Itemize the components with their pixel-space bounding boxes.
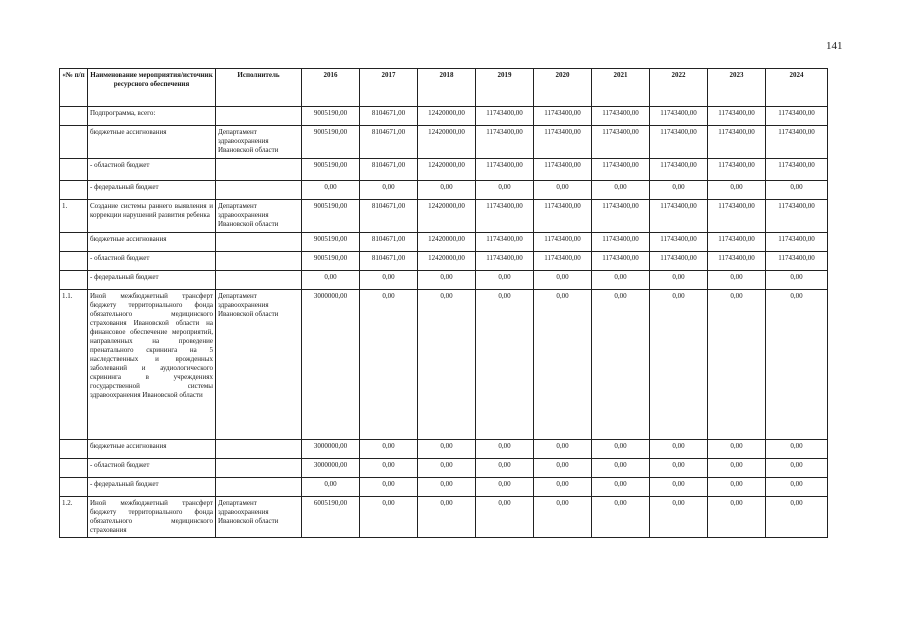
- row-index: [60, 159, 88, 181]
- row-value: 0,00: [708, 497, 766, 538]
- table-row: [60, 497, 828, 538]
- row-value: 9005190,00: [302, 159, 360, 181]
- row-executor: [216, 159, 302, 181]
- header-executor: Исполнитель: [216, 69, 302, 107]
- row-value: 0,00: [592, 459, 650, 478]
- row-index: 1.: [60, 200, 88, 233]
- row-value: 11743400,00: [534, 159, 592, 181]
- row-value: 0,00: [650, 271, 708, 290]
- row-name: - областной бюджет: [88, 459, 216, 478]
- row-value: 0,00: [534, 271, 592, 290]
- header-year: 2016: [302, 69, 360, 107]
- table-row: [60, 126, 828, 159]
- header-year: 2021: [592, 69, 650, 107]
- row-value: 11743400,00: [766, 233, 828, 252]
- row-value: 11743400,00: [534, 107, 592, 126]
- row-value: 11743400,00: [650, 107, 708, 126]
- row-value: 0,00: [476, 478, 534, 497]
- row-value: 0,00: [360, 497, 418, 538]
- row-name: бюджетные ассигнования: [88, 233, 216, 252]
- header-year: 2019: [476, 69, 534, 107]
- row-value: 0,00: [708, 271, 766, 290]
- row-value: 0,00: [534, 181, 592, 200]
- row-value: 11743400,00: [476, 252, 534, 271]
- row-executor: [216, 271, 302, 290]
- row-value: 0,00: [476, 290, 534, 440]
- row-value: 0,00: [766, 440, 828, 459]
- row-value: 0,00: [766, 290, 828, 440]
- row-value: 3000000,00: [302, 459, 360, 478]
- row-value: 11743400,00: [592, 200, 650, 233]
- table-row: [60, 159, 828, 181]
- row-value: 0,00: [708, 440, 766, 459]
- row-value: 0,00: [534, 290, 592, 440]
- row-value: 8104671,00: [360, 233, 418, 252]
- row-value: 8104671,00: [360, 159, 418, 181]
- row-value: 9005190,00: [302, 126, 360, 159]
- header-year: 2022: [650, 69, 708, 107]
- row-value: 11743400,00: [592, 159, 650, 181]
- header-year: 2020: [534, 69, 592, 107]
- row-value: 0,00: [766, 271, 828, 290]
- row-value: 11743400,00: [766, 159, 828, 181]
- row-value: 0,00: [592, 181, 650, 200]
- row-value: 0,00: [534, 459, 592, 478]
- row-name: Иной межбюджетный трансферт бюджету территориального фонда обязательного медицинского страхования Ивановской области на финансовое обеспечение мероприятий, направленных на проведение пренатального скрининга на 5 наследственных и врожденных заболеваний и аудиологического скрининга в учреждениях государственной системы здравоохранения Ивановской области: [88, 290, 216, 440]
- header-year: 2017: [360, 69, 418, 107]
- row-value: 12420000,00: [418, 107, 476, 126]
- row-value: 0,00: [592, 497, 650, 538]
- row-value: 8104671,00: [360, 200, 418, 233]
- row-value: 11743400,00: [476, 200, 534, 233]
- row-name: - федеральный бюджет: [88, 181, 216, 200]
- table-row: [60, 200, 828, 233]
- row-value: 11743400,00: [476, 159, 534, 181]
- row-value: 0,00: [476, 440, 534, 459]
- row-name: - областной бюджет: [88, 252, 216, 271]
- row-value: 0,00: [650, 497, 708, 538]
- row-value: 11743400,00: [766, 107, 828, 126]
- row-value: 11743400,00: [708, 200, 766, 233]
- row-index: 1.2.: [60, 497, 88, 538]
- row-value: 0,00: [360, 271, 418, 290]
- row-value: 0,00: [534, 440, 592, 459]
- row-value: 11743400,00: [766, 126, 828, 159]
- row-value: 0,00: [650, 290, 708, 440]
- row-value: 11743400,00: [708, 107, 766, 126]
- row-index: [60, 440, 88, 459]
- row-value: 0,00: [302, 478, 360, 497]
- row-value: 11743400,00: [650, 252, 708, 271]
- row-value: 0,00: [418, 181, 476, 200]
- row-value: 0,00: [592, 440, 650, 459]
- row-name: Создание системы раннего выявления и коррекции нарушений развития ребенка: [88, 200, 216, 233]
- row-value: 0,00: [708, 478, 766, 497]
- row-index: [60, 107, 88, 126]
- table-row: [60, 290, 828, 440]
- row-executor: Департамент здравоохранения Ивановской области: [216, 200, 302, 233]
- row-value: 0,00: [302, 181, 360, 200]
- row-value: 11743400,00: [650, 159, 708, 181]
- row-value: 0,00: [418, 290, 476, 440]
- row-value: 11743400,00: [708, 126, 766, 159]
- row-value: 0,00: [766, 181, 828, 200]
- row-index: [60, 478, 88, 497]
- row-value: 9005190,00: [302, 200, 360, 233]
- row-value: 11743400,00: [592, 126, 650, 159]
- row-value: 0,00: [360, 459, 418, 478]
- row-value: 9005190,00: [302, 233, 360, 252]
- row-value: 11743400,00: [534, 200, 592, 233]
- row-value: 0,00: [592, 290, 650, 440]
- row-value: 11743400,00: [592, 252, 650, 271]
- row-value: 0,00: [476, 497, 534, 538]
- row-value: 0,00: [360, 440, 418, 459]
- row-value: 11743400,00: [708, 233, 766, 252]
- row-value: 11743400,00: [766, 252, 828, 271]
- row-name: Иной межбюджетный трансферт бюджету территориального фонда обязательного медицинского страхования: [88, 497, 216, 538]
- row-value: 0,00: [360, 181, 418, 200]
- table-row: [60, 271, 828, 290]
- row-executor: [216, 459, 302, 478]
- row-value: 12420000,00: [418, 200, 476, 233]
- row-executor: [216, 233, 302, 252]
- row-value: 12420000,00: [418, 126, 476, 159]
- row-executor: Департамент здравоохранения Ивановской области: [216, 290, 302, 440]
- table-row: [60, 440, 828, 459]
- row-value: 0,00: [418, 459, 476, 478]
- row-executor: Департамент здравоохранения Ивановской области: [216, 126, 302, 159]
- row-name: Подпрограмма, всего:: [88, 107, 216, 126]
- row-index: [60, 459, 88, 478]
- row-value: 0,00: [708, 459, 766, 478]
- row-executor: [216, 107, 302, 126]
- header-year: 2023: [708, 69, 766, 107]
- table-row: [60, 252, 828, 271]
- row-name: - областной бюджет: [88, 159, 216, 181]
- row-executor: [216, 478, 302, 497]
- row-value: 0,00: [766, 459, 828, 478]
- row-executor: [216, 440, 302, 459]
- row-value: 0,00: [418, 440, 476, 459]
- row-value: 11743400,00: [766, 200, 828, 233]
- row-name: - федеральный бюджет: [88, 478, 216, 497]
- row-name: бюджетные ассигнования: [88, 126, 216, 159]
- row-value: 0,00: [766, 478, 828, 497]
- row-value: 0,00: [534, 478, 592, 497]
- table-row: [60, 233, 828, 252]
- row-value: 11743400,00: [650, 126, 708, 159]
- row-value: 0,00: [476, 181, 534, 200]
- row-value: 11743400,00: [476, 107, 534, 126]
- row-value: 0,00: [360, 478, 418, 497]
- table-body: [60, 107, 828, 538]
- row-value: 11743400,00: [476, 233, 534, 252]
- row-value: 0,00: [476, 271, 534, 290]
- row-name: бюджетные ассигнования: [88, 440, 216, 459]
- row-name: - федеральный бюджет: [88, 271, 216, 290]
- row-value: 11743400,00: [708, 252, 766, 271]
- row-value: 11743400,00: [476, 126, 534, 159]
- row-value: 0,00: [650, 440, 708, 459]
- row-value: 0,00: [766, 497, 828, 538]
- table-header: [60, 69, 828, 107]
- row-value: 0,00: [360, 290, 418, 440]
- row-value: 0,00: [592, 271, 650, 290]
- row-executor: [216, 181, 302, 200]
- row-value: 12420000,00: [418, 159, 476, 181]
- row-value: 8104671,00: [360, 252, 418, 271]
- row-value: 12420000,00: [418, 233, 476, 252]
- row-value: 12420000,00: [418, 252, 476, 271]
- row-value: 11743400,00: [650, 233, 708, 252]
- budget-table: [59, 68, 828, 538]
- header-name: Наименование мероприятия/источник ресурсного обеспечения: [88, 69, 216, 107]
- row-index: [60, 181, 88, 200]
- row-value: 0,00: [708, 290, 766, 440]
- row-value: 3000000,00: [302, 290, 360, 440]
- row-executor: [216, 252, 302, 271]
- row-value: 11743400,00: [592, 233, 650, 252]
- row-value: 0,00: [418, 271, 476, 290]
- row-value: 9005190,00: [302, 107, 360, 126]
- row-value: 8104671,00: [360, 107, 418, 126]
- row-value: 11743400,00: [534, 252, 592, 271]
- row-executor: Департамент здравоохранения Ивановской области: [216, 497, 302, 538]
- row-value: 0,00: [534, 497, 592, 538]
- header-num: «№ п/п: [60, 69, 88, 107]
- page-number: 141: [826, 40, 843, 52]
- row-value: 0,00: [650, 181, 708, 200]
- row-value: 11743400,00: [708, 159, 766, 181]
- table-row: [60, 459, 828, 478]
- row-value: 0,00: [708, 181, 766, 200]
- row-value: 6005190,00: [302, 497, 360, 538]
- row-value: 9005190,00: [302, 252, 360, 271]
- row-value: 0,00: [476, 459, 534, 478]
- row-value: 0,00: [302, 271, 360, 290]
- row-value: 3000000,00: [302, 440, 360, 459]
- row-index: [60, 233, 88, 252]
- row-value: 0,00: [650, 459, 708, 478]
- row-value: 11743400,00: [592, 107, 650, 126]
- row-value: 0,00: [650, 478, 708, 497]
- row-value: 0,00: [418, 478, 476, 497]
- row-value: 0,00: [418, 497, 476, 538]
- table-row: [60, 107, 828, 126]
- row-index: [60, 271, 88, 290]
- header-year: 2024: [766, 69, 828, 107]
- row-value: 11743400,00: [650, 200, 708, 233]
- row-value: 8104671,00: [360, 126, 418, 159]
- row-value: 11743400,00: [534, 126, 592, 159]
- table-row: [60, 181, 828, 200]
- header-year: 2018: [418, 69, 476, 107]
- row-index: [60, 126, 88, 159]
- row-index: 1.1.: [60, 290, 88, 440]
- table-row: [60, 478, 828, 497]
- row-index: [60, 252, 88, 271]
- row-value: 11743400,00: [534, 233, 592, 252]
- row-value: 0,00: [592, 478, 650, 497]
